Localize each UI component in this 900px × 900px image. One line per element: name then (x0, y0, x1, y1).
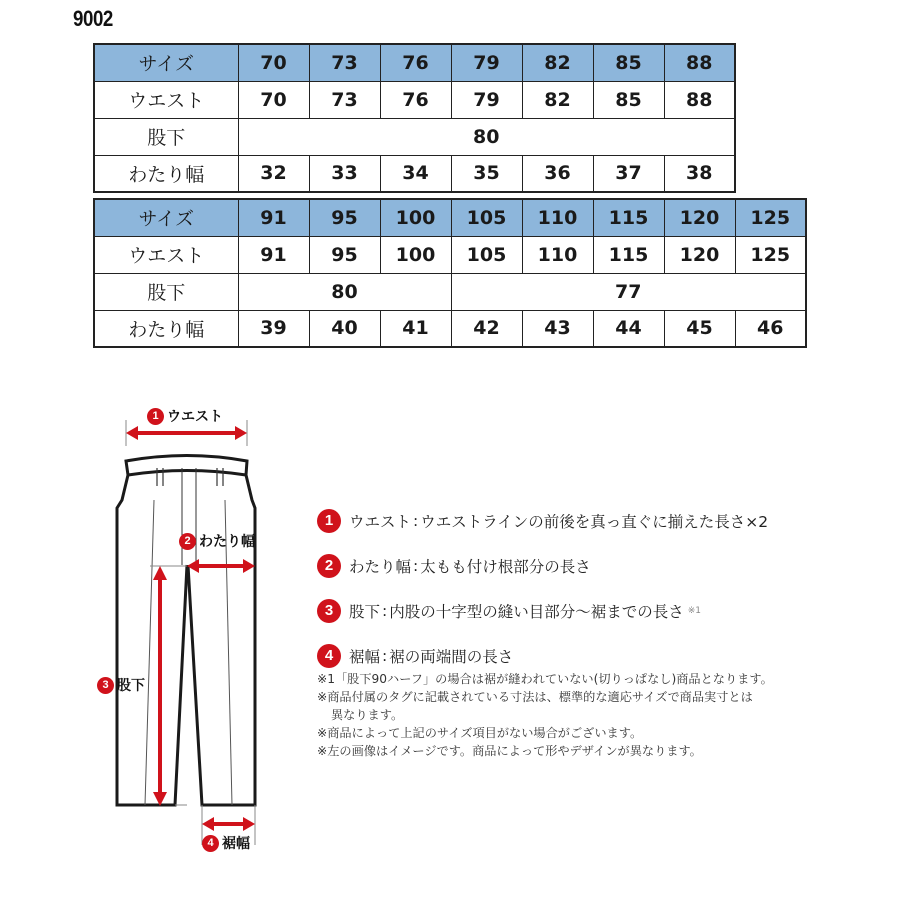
thigh-cell: 32 (238, 155, 309, 192)
row-label: サイズ (94, 199, 238, 236)
note-line: 異なります。 (331, 708, 404, 722)
size-cell: 100 (380, 199, 451, 236)
legend-item-waist: 1 ウエスト : ウエストラインの前後を真っ直ぐに揃えた長さ×2 (317, 498, 768, 543)
pants-measurement-diagram (95, 400, 295, 860)
size-cell: 85 (593, 44, 664, 81)
callout-waist: 1 ウエスト (147, 406, 223, 426)
waist-cell: 85 (593, 81, 664, 118)
table-row-waist (94, 81, 735, 118)
table-row-waist (94, 236, 806, 273)
inseam-cell: 77 (451, 273, 806, 310)
waist-cell: 73 (309, 81, 380, 118)
thigh-cell: 43 (522, 310, 593, 347)
thigh-cell: 37 (593, 155, 664, 192)
table-row-size (94, 199, 806, 236)
number-badge-1: 1 (147, 408, 164, 425)
waist-cell: 76 (380, 81, 451, 118)
waist-cell: 91 (238, 236, 309, 273)
note-line: ※左の画像はイメージです。商品によって形やデザインが異なります。 (317, 744, 702, 758)
table-row-thigh (94, 155, 735, 192)
inseam-cell: 80 (238, 118, 735, 155)
size-cell: 79 (451, 44, 522, 81)
row-label: 股下 (94, 273, 238, 310)
inseam-cell: 80 (238, 273, 451, 310)
number-badge-4: 4 (202, 835, 219, 852)
table-row-inseam (94, 118, 735, 155)
measurement-legend (317, 498, 768, 678)
table-row-thigh (94, 310, 806, 347)
size-cell: 110 (522, 199, 593, 236)
size-cell: 76 (380, 44, 451, 81)
waist-cell: 120 (664, 236, 735, 273)
thigh-cell: 38 (664, 155, 735, 192)
footnotes (317, 670, 817, 760)
pants-outline-icon (95, 400, 295, 860)
footnote-ref: ※1 (687, 605, 702, 616)
size-cell: 91 (238, 199, 309, 236)
size-cell: 120 (664, 199, 735, 236)
thigh-cell: 41 (380, 310, 451, 347)
number-badge-2: 2 (317, 554, 341, 578)
note-line: ※商品によって上記のサイズ項目がない場合がございます。 (317, 726, 643, 740)
number-badge-3: 3 (317, 599, 341, 623)
waist-cell: 100 (380, 236, 451, 273)
table-row-size (94, 44, 735, 81)
thigh-cell: 39 (238, 310, 309, 347)
callout-hem: 4 裾幅 (202, 833, 250, 853)
row-label: わたり幅 (94, 310, 238, 347)
size-table-1 (93, 43, 736, 193)
number-badge-3: 3 (97, 677, 114, 694)
table-row-inseam (94, 273, 806, 310)
number-badge-1: 1 (317, 509, 341, 533)
legend-item-thigh: 2 わたり幅 : 太もも付け根部分の長さ (317, 543, 768, 588)
row-label: サイズ (94, 44, 238, 81)
thigh-cell: 34 (380, 155, 451, 192)
size-cell: 115 (593, 199, 664, 236)
size-cell: 105 (451, 199, 522, 236)
thigh-cell: 33 (309, 155, 380, 192)
note-line: ※1「股下90ハーフ」の場合は裾が縫われていない(切りっぱなし)商品となります。 (317, 672, 773, 686)
thigh-cell: 35 (451, 155, 522, 192)
number-badge-4: 4 (317, 644, 341, 668)
callout-thigh: 2 わたり幅 (179, 531, 255, 551)
model-number: 9002 (73, 6, 113, 31)
waist-cell: 82 (522, 81, 593, 118)
waist-cell: 79 (451, 81, 522, 118)
size-cell: 95 (309, 199, 380, 236)
size-cell: 82 (522, 44, 593, 81)
waist-cell: 125 (735, 236, 806, 273)
note-line: ※商品付属のタグに記載されている寸法は、標準的な適応サイズで商品実寸とは (317, 690, 753, 704)
legend-item-inseam: 3 股下 : 内股の十字型の縫い目部分～裾までの長さ ※1 (317, 588, 768, 633)
size-table-2 (93, 198, 807, 348)
size-cell: 88 (664, 44, 735, 81)
row-label: わたり幅 (94, 155, 238, 192)
waist-cell: 105 (451, 236, 522, 273)
row-label: ウエスト (94, 81, 238, 118)
row-label: 股下 (94, 118, 238, 155)
thigh-cell: 42 (451, 310, 522, 347)
thigh-cell: 46 (735, 310, 806, 347)
legend-item-hem: 4 裾幅 : 裾の両端間の長さ (317, 633, 768, 678)
number-badge-2: 2 (179, 533, 196, 550)
thigh-cell: 44 (593, 310, 664, 347)
thigh-cell: 36 (522, 155, 593, 192)
size-cell: 73 (309, 44, 380, 81)
waist-cell: 70 (238, 81, 309, 118)
row-label: ウエスト (94, 236, 238, 273)
thigh-cell: 40 (309, 310, 380, 347)
thigh-cell: 45 (664, 310, 735, 347)
waist-cell: 110 (522, 236, 593, 273)
waist-cell: 115 (593, 236, 664, 273)
waist-cell: 88 (664, 81, 735, 118)
size-cell: 125 (735, 199, 806, 236)
callout-inseam: 3 股下 (97, 675, 145, 695)
size-cell: 70 (238, 44, 309, 81)
waist-cell: 95 (309, 236, 380, 273)
